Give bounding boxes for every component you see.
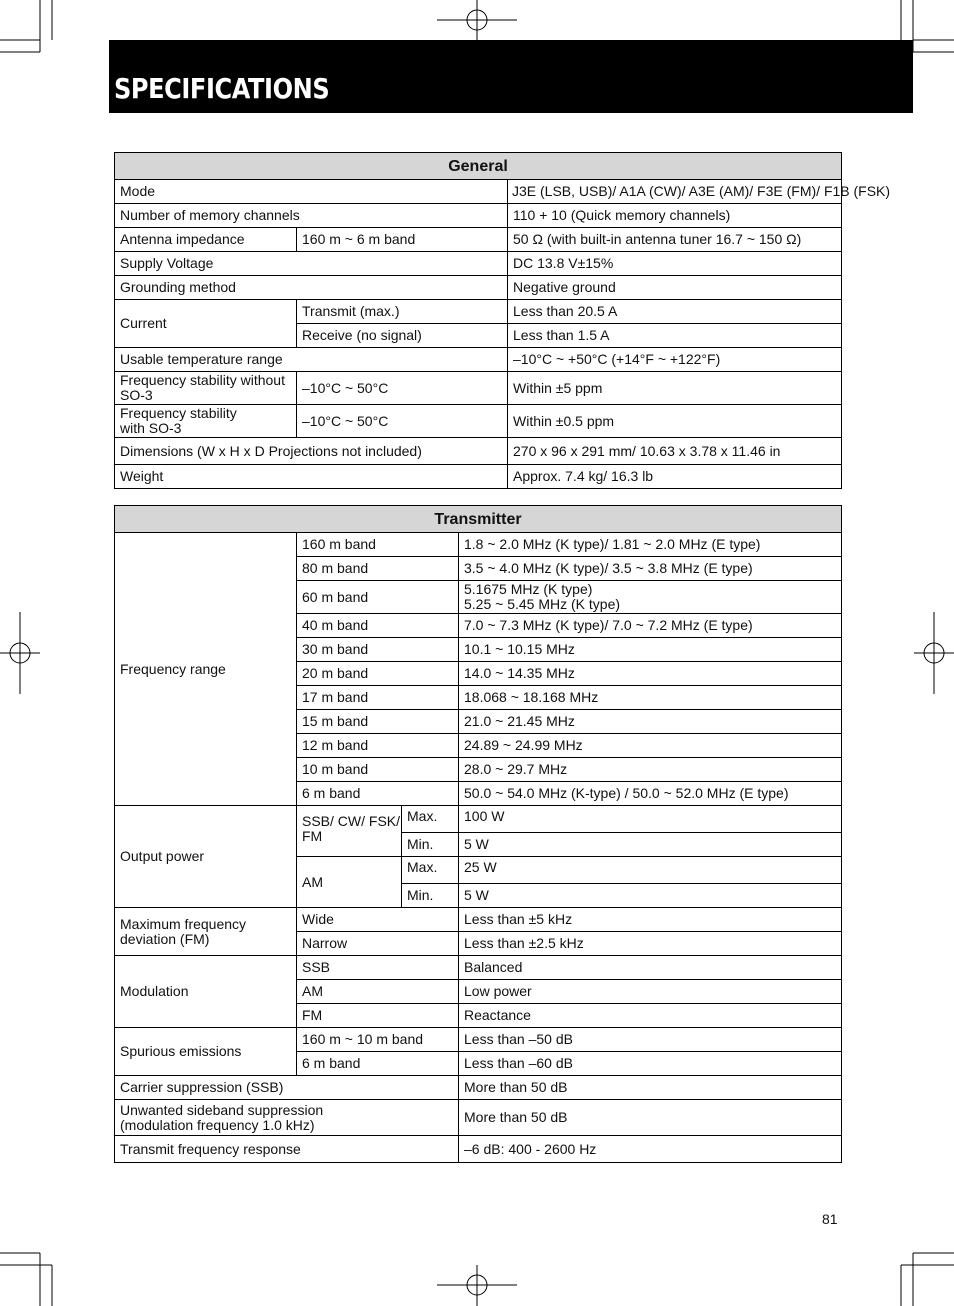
table-row (115, 228, 842, 252)
limit-cell: Min. (402, 833, 459, 857)
spec-label: Output power (115, 806, 297, 908)
spec-value (459, 581, 842, 614)
value-line: 5.1675 MHz (K type) (464, 581, 593, 597)
label-line: Frequency stability without (120, 372, 285, 388)
page-title: SPECIFICATIONS (114, 72, 330, 105)
spec-value: 10.1 ~ 10.15 MHz (459, 638, 842, 662)
table-row (115, 252, 842, 276)
spec-value: 110 + 10 (Quick memory channels) (508, 204, 842, 228)
spec-value: Balanced (459, 956, 842, 980)
table-row (115, 533, 842, 557)
spec-value: 14.0 ~ 14.35 MHz (459, 662, 842, 686)
transmitter-spec-table (114, 505, 842, 1163)
band-cell: 40 m band (297, 614, 459, 638)
spec-value: 3.5 ~ 4.0 MHz (K type)/ 3.5 ~ 3.8 MHz (E type) (459, 557, 842, 581)
spec-condition: 160 m ~ 6 m band (297, 228, 508, 252)
label-line: Unwanted sideband suppression (120, 1101, 324, 1118)
spec-value: Less than 20.5 A (508, 300, 842, 324)
band-cell: 160 m band (297, 533, 459, 557)
table-row (115, 806, 842, 833)
spec-label: Antenna impedance (115, 228, 297, 252)
spec-value: 5 W (459, 884, 842, 908)
spec-value: –10°C ~ +50°C (+14°F ~ +122°F) (508, 348, 842, 372)
spec-value: 100 W (459, 806, 842, 833)
page-number: 81 (822, 1211, 838, 1227)
spec-label: Current (115, 300, 297, 348)
spec-value: More than 50 dB (459, 1100, 842, 1136)
label-line: Maximum frequency (120, 915, 247, 932)
spec-label: Grounding method (115, 276, 508, 300)
mode-cell (297, 806, 402, 857)
spec-condition: Narrow (297, 932, 459, 956)
spec-label: Modulation (115, 956, 297, 1028)
table-row (115, 300, 842, 324)
band-cell: 10 m band (297, 758, 459, 782)
spec-label (115, 908, 297, 956)
spec-label: Dimensions (W x H x D Projections not included) (115, 438, 508, 465)
table-row (115, 465, 842, 489)
spec-value: 50.0 ~ 54.0 MHz (K-type) / 50.0 ~ 52.0 MHz (E type) (459, 782, 842, 806)
general-heading: General (115, 153, 842, 180)
spec-condition: Transmit (max.) (297, 300, 508, 324)
spec-label: Transmit frequency response (115, 1136, 459, 1163)
spec-value: Less than ±2.5 kHz (459, 932, 842, 956)
spec-condition: 160 m ~ 10 m band (297, 1028, 459, 1052)
spec-condition: FM (297, 1004, 459, 1028)
table-row (115, 348, 842, 372)
limit-cell: Min. (402, 884, 459, 908)
spec-label (115, 372, 297, 405)
spec-value: 28.0 ~ 29.7 MHz (459, 758, 842, 782)
spec-value: Negative ground (508, 276, 842, 300)
spec-label (115, 405, 297, 438)
spec-value: Reactance (459, 1004, 842, 1028)
band-cell: 30 m band (297, 638, 459, 662)
table-row (115, 908, 842, 932)
spec-value: More than 50 dB (459, 1076, 842, 1100)
label-line: deviation (FM) (120, 930, 210, 947)
table-row (115, 180, 842, 204)
spec-condition: Wide (297, 908, 459, 932)
spec-label: Usable temperature range (115, 348, 508, 372)
transmitter-heading: Transmitter (115, 506, 842, 533)
spec-value: 50 Ω (with built-in antenna tuner 16.7 ~ 150 Ω) (508, 228, 842, 252)
table-row (115, 204, 842, 228)
spec-condition: 6 m band (297, 1052, 459, 1076)
spec-condition: –10°C ~ 50°C (297, 372, 508, 405)
limit-cell: Max. (402, 857, 459, 884)
spec-value: J3E (LSB, USB)/ A1A (CW)/ A3E (AM)/ F3E (FM)/ F1B (FSK) (508, 180, 842, 204)
limit-cell: Max. (402, 806, 459, 833)
spec-value: Less than ±5 kHz (459, 908, 842, 932)
table-row (115, 438, 842, 465)
table-row (115, 1076, 842, 1100)
spec-label: Supply Voltage (115, 252, 508, 276)
spec-label: Mode (115, 180, 508, 204)
spec-value: –6 dB: 400 - 2600 Hz (459, 1136, 842, 1163)
value-line: 5.25 ~ 5.45 MHz (K type) (464, 596, 621, 612)
spec-value: 25 W (459, 857, 842, 884)
spec-value: 18.068 ~ 18.168 MHz (459, 686, 842, 710)
band-cell: 15 m band (297, 710, 459, 734)
spec-value: 7.0 ~ 7.3 MHz (K type)/ 7.0 ~ 7.2 MHz (E type) (459, 614, 842, 638)
band-cell: 60 m band (297, 581, 459, 614)
spec-condition: Receive (no signal) (297, 324, 508, 348)
spec-value: 1.8 ~ 2.0 MHz (K type)/ 1.81 ~ 2.0 MHz (E type) (459, 533, 842, 557)
label-line: with SO-3 (120, 420, 182, 436)
header-bar (109, 40, 913, 113)
spec-label: Number of memory channels (115, 204, 508, 228)
spec-value: 24.89 ~ 24.99 MHz (459, 734, 842, 758)
table-row (115, 956, 842, 980)
spec-value: DC 13.8 V±15% (508, 252, 842, 276)
label-line: SO-3 (120, 387, 153, 403)
spec-label: Frequency range (115, 533, 297, 806)
spec-value: Less than –50 dB (459, 1028, 842, 1052)
band-cell: 20 m band (297, 662, 459, 686)
table-row (115, 1136, 842, 1163)
table-row (115, 372, 842, 405)
band-cell: 12 m band (297, 734, 459, 758)
spec-label: Weight (115, 465, 508, 489)
spec-value: Within ±0.5 ppm (508, 405, 842, 438)
spec-value: 21.0 ~ 21.45 MHz (459, 710, 842, 734)
label-line: (modulation frequency 1.0 kHz) (120, 1116, 315, 1133)
spec-value: Less than –60 dB (459, 1052, 842, 1076)
spec-condition: AM (297, 980, 459, 1004)
general-spec-table (114, 152, 891, 489)
mode-cell: AM (297, 857, 402, 908)
spec-value: Less than 1.5 A (508, 324, 842, 348)
mode-line: FM (302, 828, 323, 844)
spec-label (115, 1100, 459, 1136)
spec-condition: –10°C ~ 50°C (297, 405, 508, 438)
spec-value: Within ±5 ppm (508, 372, 842, 405)
spec-value: Low power (459, 980, 842, 1004)
table-row (115, 405, 842, 438)
band-cell: 6 m band (297, 782, 459, 806)
table-row (115, 276, 842, 300)
table-row (115, 1100, 842, 1136)
label-line: Frequency stability (120, 405, 237, 421)
spec-label: Spurious emissions (115, 1028, 297, 1076)
table-row (115, 1028, 842, 1052)
spec-label: Carrier suppression (SSB) (115, 1076, 459, 1100)
spec-condition: SSB (297, 956, 459, 980)
spec-value: 270 x 96 x 291 mm/ 10.63 x 3.78 x 11.46 in (508, 438, 842, 465)
band-cell: 17 m band (297, 686, 459, 710)
spec-value: Approx. 7.4 kg/ 16.3 lb (508, 465, 842, 489)
mode-line: SSB/ CW/ FSK/ (302, 813, 401, 829)
spec-value: 5 W (459, 833, 842, 857)
band-cell: 80 m band (297, 557, 459, 581)
